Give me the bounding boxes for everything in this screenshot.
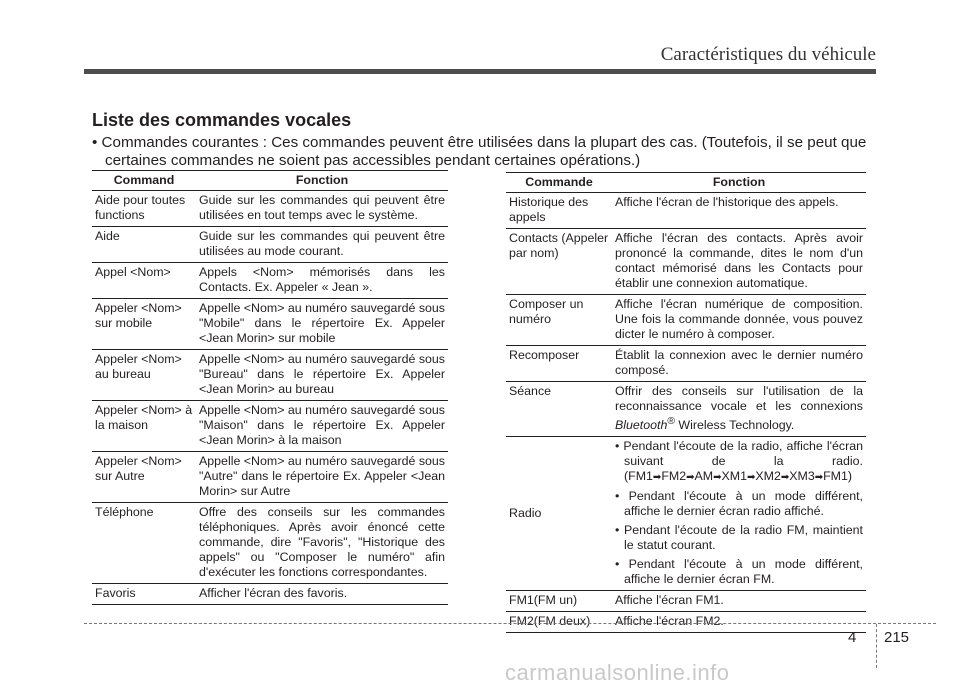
command-cell: FM1(FM un) [506,591,612,612]
command-cell: Séance [506,382,612,437]
function-cell: Guide sur les commandes qui peuvent être utilisées au mode courant. [196,227,448,263]
table-row [92,263,448,299]
table-row [506,346,866,382]
function-cell [612,382,866,437]
radio-bullet [615,439,863,485]
column-header-function: Fonction [196,171,448,191]
page-number [848,629,856,646]
table-row [92,503,448,584]
function-cell: Affiche l'écran numérique de composition. Une fois la commande donnée, vous pouvez dicter le numéro à composer. [612,295,866,346]
header-rule [84,69,876,74]
registered-mark: ® [667,416,675,427]
arrow-right-icon: ➡ [652,472,662,484]
intro-paragraph [92,134,882,170]
seance-tail: Wireless Technology. [674,418,795,433]
command-cell: Favoris [92,584,196,605]
radio-seq: XM3 [789,469,815,484]
column-header-function: Fonction [612,173,866,193]
function-cell: Affiche l'écran de l'historique des appels. [612,193,866,229]
table-row [92,401,448,452]
table-row [506,229,866,295]
arrow-right-icon: ➡ [686,472,695,484]
intro-line-1: • Commandes courantes : Ces commandes peuvent être utilisées dans la plupart des cas. (Toutefois, il se peut que [92,134,867,151]
table-row [506,382,866,437]
command-cell: Radio [506,437,612,591]
command-cell: Téléphone [92,503,196,584]
command-cell: Appeler <Nom> sur Autre [92,452,196,503]
function-cell: Affiche l'écran FM2. [612,612,866,633]
function-cell: Guide sur les commandes qui peuvent être utilisées en tout temps avec le système. [196,191,448,227]
function-cell: Offre des conseils sur les commandes téléphoniques. Après avoir énoncé cette commande, dire "Favoris", "Historique des appels" ou "Composer le numéro" afin d'exécuter les fonctions correspondantes. [196,503,448,584]
command-cell: Recomposer [506,346,612,382]
radio-bullet: • Pendant l'écoute à un mode différent, affiche le dernier écran FM. [615,557,863,587]
radio-seq: FM1) [823,469,853,484]
table-row [92,584,448,605]
page-number-value: 215 [884,629,910,646]
right-commands-table [506,172,866,633]
command-cell: Composer un numéro [506,295,612,346]
radio-bullet: • Pendant l'écoute à un mode différent, affiche le dernier écran radio affiché. [615,489,863,519]
table-row [506,193,866,229]
function-cell: Appelle <Nom> au numéro sauvegardé sous "Mobile" dans le répertoire Ex. Appeler <Jean Morin> sur mobile [196,299,448,350]
radio-seq: AM [694,469,714,484]
intro-line-2: certaines commandes ne soient pas accessibles pendant certaines opérations.) [105,152,641,169]
radio-bullet: • Pendant l'écoute de la radio FM, maintient le statut courant. [615,523,863,553]
command-cell: FM2(FM deux) [506,612,612,633]
function-cell: Affiche l'écran FM1. [612,591,866,612]
command-cell: Appeler <Nom> sur mobile [92,299,196,350]
radio-bullet-text: • Pendant l'écoute de la radio, affiche l'écran suivant de la radio. (FM1 [615,439,863,484]
radio-seq: XM2 [755,469,781,484]
radio-seq: XM1 [721,469,747,484]
radio-seq: FM2 [661,469,687,484]
bluetooth-brand: Bluetooth [615,418,668,433]
command-cell: Appeler <Nom> à la maison [92,401,196,452]
page-number-separator [876,624,877,668]
arrow-right-icon: ➡ [780,472,790,484]
watermark-text: carmanualsonline.info [505,660,730,685]
function-cell [612,437,866,591]
column-header-command: Commande [506,173,612,193]
seance-text: Offrir des conseils sur l'utilisation de la reconnaissance vocale et les connexions [615,384,863,413]
function-cell: Établit la connexion avec le dernier numéro composé. [612,346,866,382]
function-cell: Appelle <Nom> au numéro sauvegardé sous "Autre" dans le répertoire Ex. Appeler <Jean Morin> sur Autre [196,452,448,503]
function-cell: Appelle <Nom> au numéro sauvegardé sous "Bureau" dans le répertoire Ex. Appeler <Jean Morin> au bureau [196,350,448,401]
table-header-row [92,171,448,191]
footer-rule [84,623,936,624]
left-commands-table [92,170,448,605]
function-cell: Appelle <Nom> au numéro sauvegardé sous "Maison" dans le répertoire Ex. Appeler <Jean Morin> à la maison [196,401,448,452]
table-row [92,227,448,263]
command-cell: Appeler <Nom> au bureau [92,350,196,401]
function-cell: Afficher l'écran des favoris. [196,584,448,605]
arrow-right-icon: ➡ [713,472,722,484]
table-row [92,191,448,227]
arrow-right-icon: ➡ [814,472,824,484]
function-cell: Affiche l'écran des contacts. Après avoir prononcé la commande, dites le nom d'un contact mémorisé dans les Contacts pour établir une connexion automatique. [612,229,866,295]
table-row [506,295,866,346]
section-title: Liste des commandes vocales [92,110,352,130]
command-cell: Contacts (Appeler par nom) [506,229,612,295]
command-cell: Historique des appels [506,193,612,229]
function-cell: Appels <Nom> mémorisés dans les Contacts. Ex. Appeler « Jean ». [196,263,448,299]
command-cell: Aide pour toutes functions [92,191,196,227]
table-row [92,452,448,503]
table-row [506,591,866,612]
chapter-header-title: Caractéristiques du véhicule [660,44,876,65]
table-row [506,437,866,591]
table-row [92,350,448,401]
command-cell: Aide [92,227,196,263]
column-header-command: Command [92,171,196,191]
chapter-number: 4 [848,629,857,646]
command-cell: Appel <Nom> [92,263,196,299]
table-header-row [506,173,866,193]
table-row [92,299,448,350]
arrow-right-icon: ➡ [746,472,756,484]
